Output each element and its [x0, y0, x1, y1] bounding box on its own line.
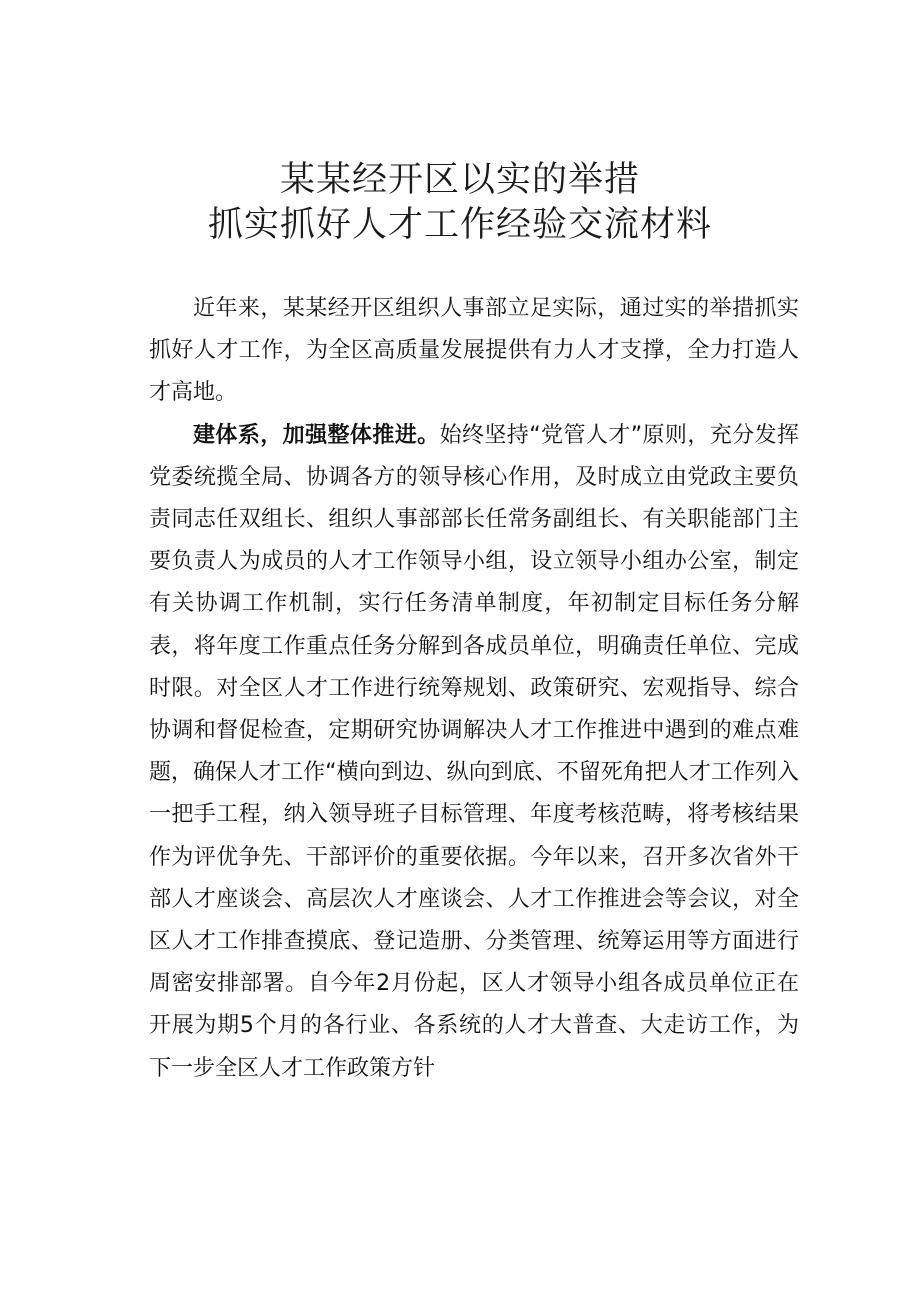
paragraph-system	[149, 415, 799, 1090]
paragraph-intro	[149, 288, 799, 415]
paragraph-system-text: 始终坚持“党管人才”原则，充分发挥党委统揽全局、协调各方的领导核心作用，及时成立由党政主要负责同志任双组长、组织人事部部长任常务副组长、有关职能部门主要负责人为成员的人才工作领导小组，设立领导小组办公室，制定有关协调工作机制，实行任务清单制度，年初制定目标任务分解表，将年度工作重点任务分解到各成员单位，明确责任单位、完成时限。对全区人才工作进行统筹规划、政策研究、宏观指导、综合协调和督促检查，定期研究协调解决人才工作推进中遇到的难点难题，确保人才工作“横向到边、纵向到底、不留死角把人才工作列入一把手工程，纳入领导班子目标管理、年度考核范畴，将考核结果作为评优争先、干部评价的重要依据。今年以来，召开多次省外干部人才座谈会、高层次人才座谈会、人才工作推进会等会议，对全区人才工作排查摸底、登记造册、分类管理、统筹运用等方面进行周密安排部署。自今年2月份起，区人才领导小组各成员单位正在开展为期5个月的各行业、各系统的人才大普查、大走访工作，为下一步全区人才工作政策方针	[149, 422, 799, 1081]
paragraph-system-heading: 建体系，加强整体推进。	[193, 422, 440, 448]
paragraph-intro-text: 近年来，某某经开区组织人事部立足实际，通过实的举措抓实抓好人才工作，为全区高质量发展提供有力人才支撑，全力打造人才高地。	[149, 296, 799, 406]
document-body	[149, 288, 799, 1090]
document-title-line-2: 抓实抓好人才工作经验交流材料	[207, 205, 712, 245]
document-title-line-1: 某某经开区以实的举措	[279, 160, 640, 200]
